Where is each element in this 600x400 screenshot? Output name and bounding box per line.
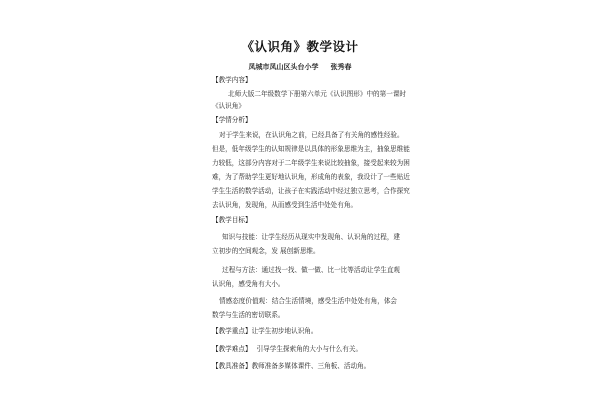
prep-line (212, 361, 370, 371)
author-line (0, 62, 600, 72)
goals-line: 数学与生活的密切联系。 (212, 311, 285, 319)
goals-heading: 【教学目标】 (212, 216, 252, 224)
difficulty-line (212, 344, 362, 354)
goals-line: 立初步的空间观念，发 展创新思维。 (212, 247, 320, 255)
goals-line: 过程与方法：通过找一找、做一做、比一比等活动让学生直观 (222, 266, 401, 274)
key-point-text: 让学生初步地认识角。 (251, 327, 318, 335)
prep-heading: 【教具准备】 (212, 362, 252, 370)
goals-line: 认识角，感受角有大小。 (212, 280, 285, 288)
content-line: 北师大版二年级数学下册第六单元《认识图形》中的第一课时 (228, 90, 407, 98)
difficulty-heading: 【教学难点】 (212, 345, 252, 353)
goals-line: 知识与技能：让学生经历从现实中发现角、认识角的过程，建 (222, 233, 401, 241)
key-point-heading: 【教学重点】 (212, 327, 252, 335)
analysis-line: 学生生活的数学活动，让孩子在实践活动中经过独立思考，合作探究 (212, 187, 410, 195)
key-point-line (212, 326, 318, 336)
content-heading: 【教学内容】 (212, 76, 252, 84)
content-line: 《认识角》 (212, 102, 245, 110)
analysis-heading: 【学情分析】 (212, 116, 252, 124)
author-name: 张秀春 (330, 62, 352, 71)
goals-line: 情感态度价值观：结合生活情境，感受生活中处处有角，体会 (219, 297, 398, 305)
school-name: 凤城市凤山区头台小学 (248, 62, 319, 71)
analysis-line: 对于学生来说，在认识角之前，已经具备了有关角的感性经验。 (219, 131, 404, 139)
prep-text: 教师准备多媒体课件、三角板、活动角。 (251, 362, 371, 370)
analysis-line: 力较低，这部分内容对于二年级学生来说比较抽象，接受起来较为困 (212, 159, 410, 167)
document-title: 《认识角》教学设计 (241, 39, 359, 54)
analysis-line: 但是，低年级学生的认知规律是以具体的形象思维为主，抽象思维能 (212, 145, 410, 153)
analysis-line: 难，为了帮助学生更好地认识角，形成角的表象，我设计了一些贴近 (212, 173, 410, 181)
difficulty-text: 引导学生探索角的大小与什么有关。 (256, 345, 363, 353)
analysis-line: 去认识角，发现角，从而感受到生活中处处有角。 (212, 201, 358, 209)
